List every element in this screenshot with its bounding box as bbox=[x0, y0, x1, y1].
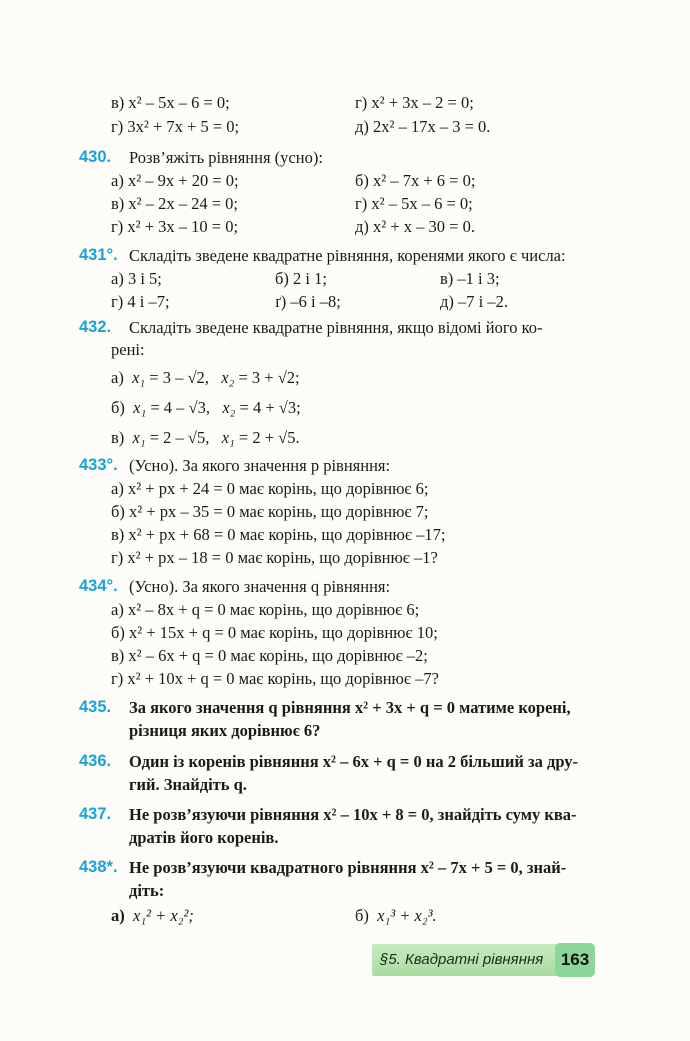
problem-title: Складіть зведене квадратне рівняння, якщо відомі його ко- bbox=[129, 318, 543, 337]
equation: б) x² + 15x + q = 0 має корінь, що дорівнює 10; bbox=[111, 623, 438, 642]
section-title: §5. Квадратні рівняння bbox=[380, 951, 544, 968]
page-footer bbox=[372, 943, 594, 977]
equation: г) x² + 3x – 2 = 0; bbox=[355, 93, 474, 112]
problem-text: Не розв’язуючи квадратного рівняння x² – 7x + 5 = 0, знай- bbox=[129, 858, 567, 877]
equation: в) x² – 5x – 6 = 0; bbox=[111, 93, 230, 112]
problem-number: 430. bbox=[79, 148, 112, 166]
equation: а) x² – 8x + q = 0 має корінь, що дорівнює 6; bbox=[111, 600, 420, 619]
problem-title: Складіть зведене квадратне рівняння, коренями якого є числа: bbox=[129, 246, 566, 265]
equation: г) x² + 3x – 10 = 0; bbox=[111, 217, 239, 236]
problem-text: Не розв’язуючи рівняння x² – 10x + 8 = 0, знайдіть суму ква- bbox=[129, 805, 577, 824]
root-pair: б) x₁ = 4 – √3, x₂ = 4 + √3; bbox=[111, 398, 301, 417]
equation: а) x² – 9x + 20 = 0; bbox=[111, 171, 239, 190]
problem-text: дратів його коренів. bbox=[129, 828, 279, 847]
page-number: 163 bbox=[555, 943, 595, 977]
equation: г) 3x² + 7x + 5 = 0; bbox=[111, 117, 240, 136]
problem-title: (Усно). За якого значення p рівняння: bbox=[129, 456, 391, 475]
root-pair: а) x₁ = 3 – √2, x₂ = 3 + √2; bbox=[111, 368, 300, 387]
problem-title: Розв’яжіть рівняння (усно): bbox=[129, 148, 323, 167]
equation: б) x² – 7x + 6 = 0; bbox=[355, 171, 476, 190]
problem-text: За якого значення q рівняння x² + 3x + q = 0 матиме корені, bbox=[129, 698, 571, 717]
problem-number: 436. bbox=[79, 752, 112, 770]
problem-number: 432. bbox=[79, 318, 112, 336]
equation: в) x² – 6x + q = 0 має корінь, що дорівнює –2; bbox=[111, 646, 428, 665]
problem-text: різниця яких дорівнює 6? bbox=[129, 721, 321, 740]
root-pair: в) x₁ = 2 – √5, x₁ = 2 + √5. bbox=[111, 428, 300, 447]
problem-number: 434°. bbox=[79, 577, 118, 595]
problem-number: 437. bbox=[79, 805, 112, 823]
equation: д) x² + x – 30 = 0. bbox=[355, 217, 475, 236]
answer-item: в) –1 і 3; bbox=[440, 269, 500, 288]
answer-item: г) 4 і –7; bbox=[111, 292, 170, 311]
equation: д) 2x² – 17x – 3 = 0. bbox=[355, 117, 491, 136]
problem-number: 435. bbox=[79, 698, 112, 716]
equation: г) x² – 5x – 6 = 0; bbox=[355, 194, 473, 213]
equation: б) x² + px – 35 = 0 має корінь, що дорівнює 7; bbox=[111, 502, 429, 521]
answer-item: д) –7 і –2. bbox=[440, 292, 508, 311]
problem-title-cont: рені: bbox=[111, 340, 145, 359]
problem-number: 431°. bbox=[79, 246, 118, 264]
problem-text: діть: bbox=[129, 881, 165, 900]
problem-number: 438*. bbox=[79, 858, 118, 876]
problem-title: (Усно). За якого значення q рівняння: bbox=[129, 577, 391, 596]
problem-text: Один із коренів рівняння x² – 6x + q = 0 на 2 більший за дру- bbox=[129, 752, 579, 771]
equation: в) x² – 2x – 24 = 0; bbox=[111, 194, 238, 213]
equation: г) x² + px – 18 = 0 має корінь, що дорівнює –1? bbox=[111, 548, 438, 567]
answer-item: а) 3 і 5; bbox=[111, 269, 162, 288]
equation: г) x² + 10x + q = 0 має корінь, що дорівнює –7? bbox=[111, 669, 439, 688]
problem-number: 433°. bbox=[79, 456, 118, 474]
answer-item: б) 2 і 1; bbox=[275, 269, 327, 288]
problem-text: гий. Знайдіть q. bbox=[129, 775, 247, 794]
equation: а) x² + px + 24 = 0 має корінь, що дорівнює 6; bbox=[111, 479, 429, 498]
answer-item: ґ) –6 і –8; bbox=[275, 292, 341, 311]
expression: б) x₁³ + x₂³. bbox=[355, 906, 437, 925]
footer-bar bbox=[372, 944, 562, 976]
expression: а) x₁² + x₂²; bbox=[111, 906, 194, 925]
equation: в) x² + px + 68 = 0 має корінь, що дорівнює –17; bbox=[111, 525, 446, 544]
